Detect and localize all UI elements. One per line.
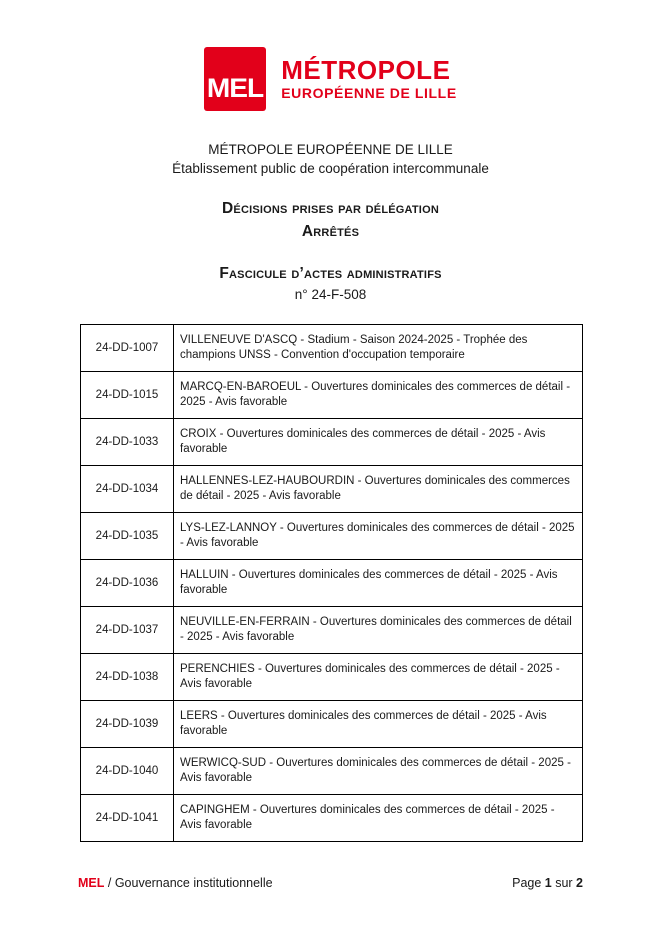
page-indicator bbox=[512, 876, 583, 890]
act-description: VILLENEUVE D'ASCQ - Stadium - Saison 2024-2025 - Trophée des champions UNSS - Convention d'occupation temporaire bbox=[174, 325, 583, 372]
act-id: 24-DD-1036 bbox=[81, 560, 174, 607]
act-id: 24-DD-1034 bbox=[81, 466, 174, 513]
table-row bbox=[81, 513, 583, 560]
logo-line-europeenne: EUROPÉENNE DE LILLE bbox=[281, 85, 457, 101]
table-row bbox=[81, 419, 583, 466]
footer-section-label: Gouvernance institutionnelle bbox=[114, 876, 273, 890]
page-footer bbox=[78, 876, 583, 890]
act-id: 24-DD-1015 bbox=[81, 372, 174, 419]
page-middle: sur bbox=[551, 876, 577, 890]
table-row bbox=[81, 372, 583, 419]
act-description: WERWICQ-SUD - Ouvertures dominicales des commerces de détail - 2025 - Avis favorable bbox=[174, 748, 583, 795]
mel-logo-text: MEL bbox=[207, 73, 264, 103]
act-description: CROIX - Ouvertures dominicales des commerces de détail - 2025 - Avis favorable bbox=[174, 419, 583, 466]
table-row bbox=[81, 701, 583, 748]
act-id: 24-DD-1035 bbox=[81, 513, 174, 560]
act-id: 24-DD-1037 bbox=[81, 607, 174, 654]
acts-table bbox=[80, 324, 583, 842]
act-description: HALLUIN - Ouvertures dominicales des commerces de détail - 2025 - Avis favorable bbox=[174, 560, 583, 607]
act-description: NEUVILLE-EN-FERRAIN - Ouvertures dominicales des commerces de détail - 2025 - Avis favorable bbox=[174, 607, 583, 654]
act-description: LEERS - Ouvertures dominicales des commerces de détail - 2025 - Avis favorable bbox=[174, 701, 583, 748]
mel-logo bbox=[0, 0, 661, 111]
table-row bbox=[81, 795, 583, 842]
act-description: PERENCHIES - Ouvertures dominicales des commerces de détail - 2025 - Avis favorable bbox=[174, 654, 583, 701]
table-row bbox=[81, 748, 583, 795]
table-row bbox=[81, 607, 583, 654]
logo-line-metropole: MÉTROPOLE bbox=[281, 55, 451, 85]
heading-arretes: Arrêtés bbox=[301, 223, 360, 240]
fascicule-number: n° 24-F-508 bbox=[294, 287, 367, 302]
act-id: 24-DD-1039 bbox=[81, 701, 174, 748]
footer-section bbox=[78, 876, 273, 890]
org-subtitle: Établissement public de coopération intercommunale bbox=[172, 161, 489, 176]
act-description: CAPINGHEM - Ouvertures dominicales des commerces de détail - 2025 - Avis favorable bbox=[174, 795, 583, 842]
heading-decisions: Décisions prises par délégation bbox=[222, 200, 439, 217]
mel-logo-wordmark bbox=[281, 57, 457, 101]
page-total: 2 bbox=[576, 876, 583, 890]
footer-separator: / bbox=[104, 876, 115, 890]
table-row bbox=[81, 466, 583, 513]
act-id: 24-DD-1040 bbox=[81, 748, 174, 795]
act-description: LYS-LEZ-LANNOY - Ouvertures dominicales des commerces de détail - 2025 - Avis favorable bbox=[174, 513, 583, 560]
org-name: MÉTROPOLE EUROPÉENNE DE LILLE bbox=[208, 142, 453, 157]
page-number: 1 bbox=[544, 876, 552, 890]
heading-fascicule: Fascicule d’actes administratifs bbox=[219, 265, 442, 282]
act-id: 24-DD-1007 bbox=[81, 325, 174, 372]
act-id: 24-DD-1038 bbox=[81, 654, 174, 701]
act-id: 24-DD-1033 bbox=[81, 419, 174, 466]
table-row bbox=[81, 560, 583, 607]
footer-brand: MEL bbox=[78, 876, 105, 890]
mel-logo-square bbox=[204, 47, 266, 111]
act-description: HALLENNES-LEZ-HAUBOURDIN - Ouvertures dominicales des commerces de détail - 2025 - Avis favorable bbox=[174, 466, 583, 513]
act-description: MARCQ-EN-BAROEUL - Ouvertures dominicales des commerces de détail - 2025 - Avis favorable bbox=[174, 372, 583, 419]
table-row bbox=[81, 325, 583, 372]
page-word: Page bbox=[512, 876, 545, 890]
table-row bbox=[81, 654, 583, 701]
act-id: 24-DD-1041 bbox=[81, 795, 174, 842]
